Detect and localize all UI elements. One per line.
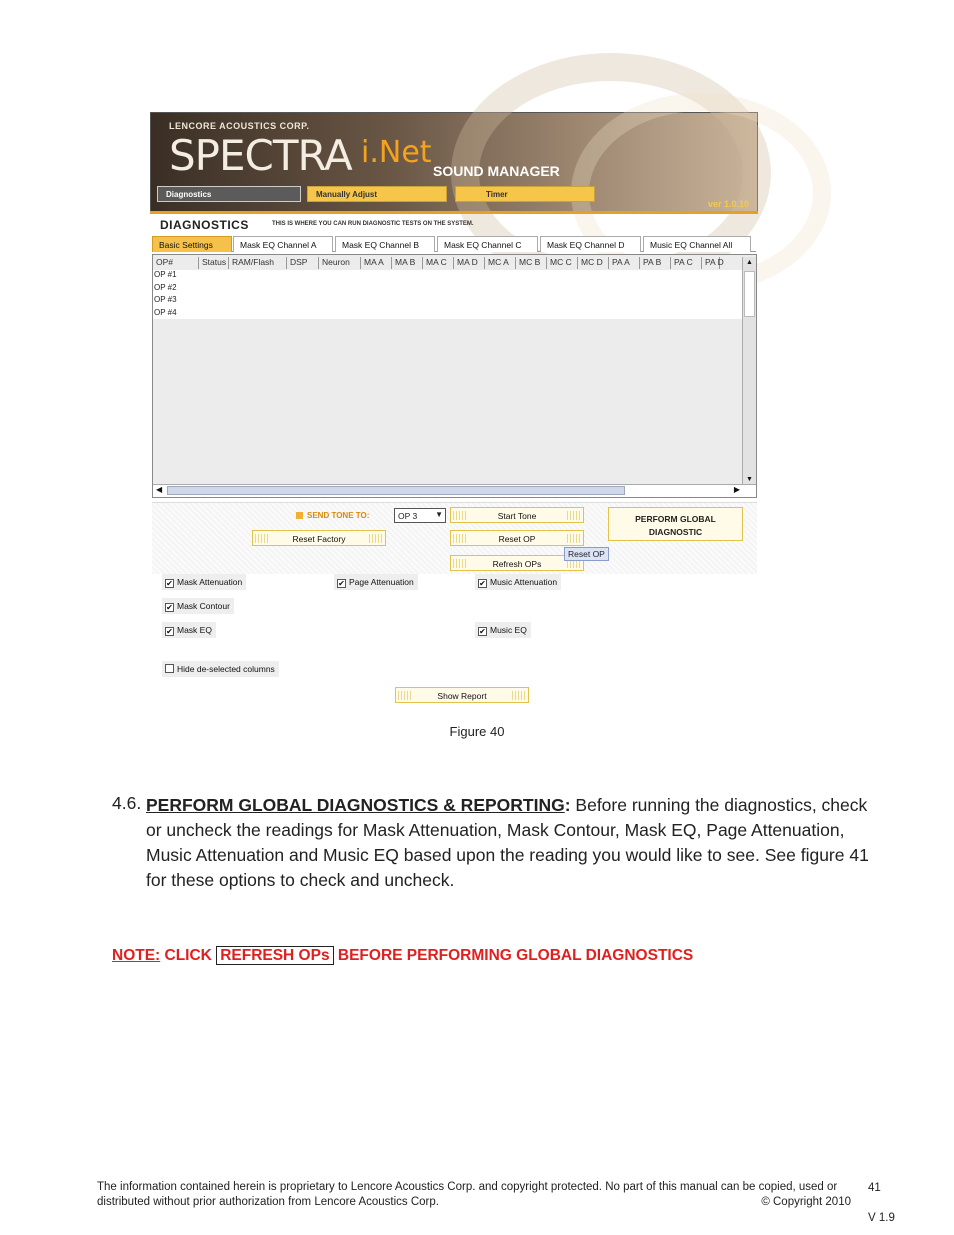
table-body [153, 270, 742, 319]
column-header[interactable]: MA C [423, 257, 454, 269]
column-header[interactable]: OP# [153, 257, 199, 269]
note: NOTE: CLICK REFRESH OPs BEFORE PERFORMING GLOBAL DIAGNOSTICS [112, 947, 694, 964]
refresh-ops-button[interactable]: Refresh OPs [450, 555, 584, 571]
column-header[interactable]: PA B [640, 257, 671, 269]
nav-diagnostics[interactable]: Diagnostics [157, 186, 301, 202]
column-header[interactable]: Neuron [319, 257, 361, 269]
copyright: © Copyright 2010 [761, 1196, 851, 1208]
figure-caption: Figure 40 [449, 724, 505, 739]
nav-timer[interactable]: Timer [455, 186, 595, 202]
scroll-thumb[interactable] [167, 486, 625, 495]
table-row[interactable]: OP #3 [154, 295, 177, 304]
table-header [153, 257, 724, 269]
scroll-right-icon[interactable]: ▶ [733, 485, 740, 494]
show-report-button[interactable]: Show Report [395, 687, 529, 703]
column-header[interactable]: RAM/Flash [229, 257, 287, 269]
reset-factory-button[interactable]: Reset Factory [252, 530, 386, 546]
music-eq-checkbox[interactable]: ✔ Music EQ [475, 622, 531, 638]
version-label: ver 1.0.10 [707, 199, 749, 209]
scroll-up-icon[interactable]: ▲ [746, 259, 753, 266]
section-body: Before running the diagnostics, check or uncheck the readings for Mask Attenuation, Mask Contour, Mask EQ, Page Attenuation, Music Attenuation and Music EQ based upon the reading you would like to see. See figure 41 for these options to check and uncheck. [146, 795, 869, 890]
mask-eq-checkbox[interactable]: ✔ Mask EQ [162, 622, 216, 638]
header-banner [150, 112, 758, 214]
divider [150, 211, 758, 214]
music-attenuation-checkbox[interactable]: ✔ Music Attenuation [475, 574, 561, 590]
product-suffix: i.Net [361, 135, 432, 170]
page-number: 41 [868, 1182, 881, 1194]
page-attenuation-checkbox[interactable]: ✔ Page Attenuation [334, 574, 418, 590]
table-row[interactable]: OP #4 [154, 307, 177, 317]
column-header[interactable]: MC D [578, 257, 609, 269]
section-paragraph: PERFORM GLOBAL DIAGNOSTICS & REPORTING: Before running the diagnostics, check or uncheck the readings for Mask Attenuation, Mask Contour, Mask EQ, Page Attenuation, Music Attenuation and Music EQ based upon the reading you would like to see. See figure 41 for these options to check and uncheck. [146, 795, 869, 890]
column-header[interactable]: PA D [702, 257, 720, 269]
options-panel [150, 574, 758, 712]
section-subtitle: THIS IS WHERE YOU CAN RUN DIAGNOSTIC TESTS ON THE SYSTEM. [272, 221, 474, 227]
diagnostics-table [152, 254, 757, 498]
perform-global-diagnostic-button[interactable]: PERFORM GLOBAL DIAGNOSTIC [608, 507, 743, 541]
column-header[interactable]: DSP [287, 257, 319, 269]
footer-text: The information contained herein is proprietary to Lencore Acoustics Corp. and copyright protected. No part of this manual can be copied, used or distributed without prior authorization from Lencore Acoustics Corp. [97, 1181, 838, 1208]
note-highlight: REFRESH OPs [216, 946, 333, 965]
controls-panel [152, 502, 757, 574]
column-header[interactable]: MA B [392, 257, 423, 269]
column-header[interactable]: MA D [454, 257, 485, 269]
mask-contour-checkbox[interactable]: ✔ Mask Contour [162, 598, 234, 614]
column-header[interactable]: MC B [516, 257, 547, 269]
company-name: LENCORE ACOUSTICS CORP. [169, 121, 310, 131]
section-heading: PERFORM GLOBAL DIAGNOSTICS & REPORTING [146, 795, 565, 815]
tab-bar [152, 236, 756, 252]
table-row[interactable]: OP #1 [154, 270, 177, 279]
column-header[interactable]: PA C [671, 257, 702, 269]
reset-op-button[interactable]: Reset OP [450, 530, 584, 546]
send-tone-select[interactable]: OP 3 ▼ [394, 508, 446, 523]
scroll-left-icon[interactable]: ◀ [156, 485, 163, 494]
hide-deselected-columns-checkbox[interactable]: Hide de-selected columns [162, 661, 279, 677]
column-header[interactable]: MA A [361, 257, 392, 269]
app-screenshot [150, 112, 758, 712]
tab-mask-eq-a[interactable]: Mask EQ Channel A [233, 236, 333, 252]
column-header[interactable]: MC C [547, 257, 578, 269]
horizontal-scrollbar[interactable] [153, 484, 756, 497]
mask-attenuation-checkbox[interactable]: ✔ Mask Attenuation [162, 574, 246, 590]
vertical-scrollbar[interactable] [742, 257, 756, 485]
tab-mask-eq-b[interactable]: Mask EQ Channel B [335, 236, 435, 252]
product-subtitle: SOUND MANAGER [433, 163, 560, 179]
section-number: 4.6. [112, 793, 142, 813]
nav-manually-adjust[interactable]: Manually Adjust [307, 186, 447, 202]
tab-mask-eq-c[interactable]: Mask EQ Channel C [437, 236, 538, 252]
scroll-down-icon[interactable]: ▼ [746, 476, 753, 483]
reset-op-tooltip: Reset OP [564, 547, 609, 561]
footer [97, 1180, 857, 1210]
column-header[interactable]: MC A [485, 257, 516, 269]
scroll-thumb[interactable] [744, 271, 755, 317]
dropdown-arrow-icon: ▼ [435, 510, 443, 519]
tab-mask-eq-d[interactable]: Mask EQ Channel D [540, 236, 641, 252]
column-header[interactable]: Status [199, 257, 229, 269]
product-name: SPECTRA [169, 131, 352, 180]
tab-music-eq-all[interactable]: Music EQ Channel All [643, 236, 751, 252]
tone-icon [296, 512, 303, 519]
section-title: DIAGNOSTICS [160, 218, 249, 232]
table-row[interactable]: OP #2 [154, 282, 177, 292]
send-tone-label: SEND TONE TO: [296, 511, 369, 520]
tab-basic-settings[interactable]: Basic Settings [152, 236, 232, 252]
document-version: V 1.9 [868, 1212, 895, 1224]
start-tone-button[interactable]: Start Tone [450, 507, 584, 523]
column-header[interactable]: PA A [609, 257, 640, 269]
